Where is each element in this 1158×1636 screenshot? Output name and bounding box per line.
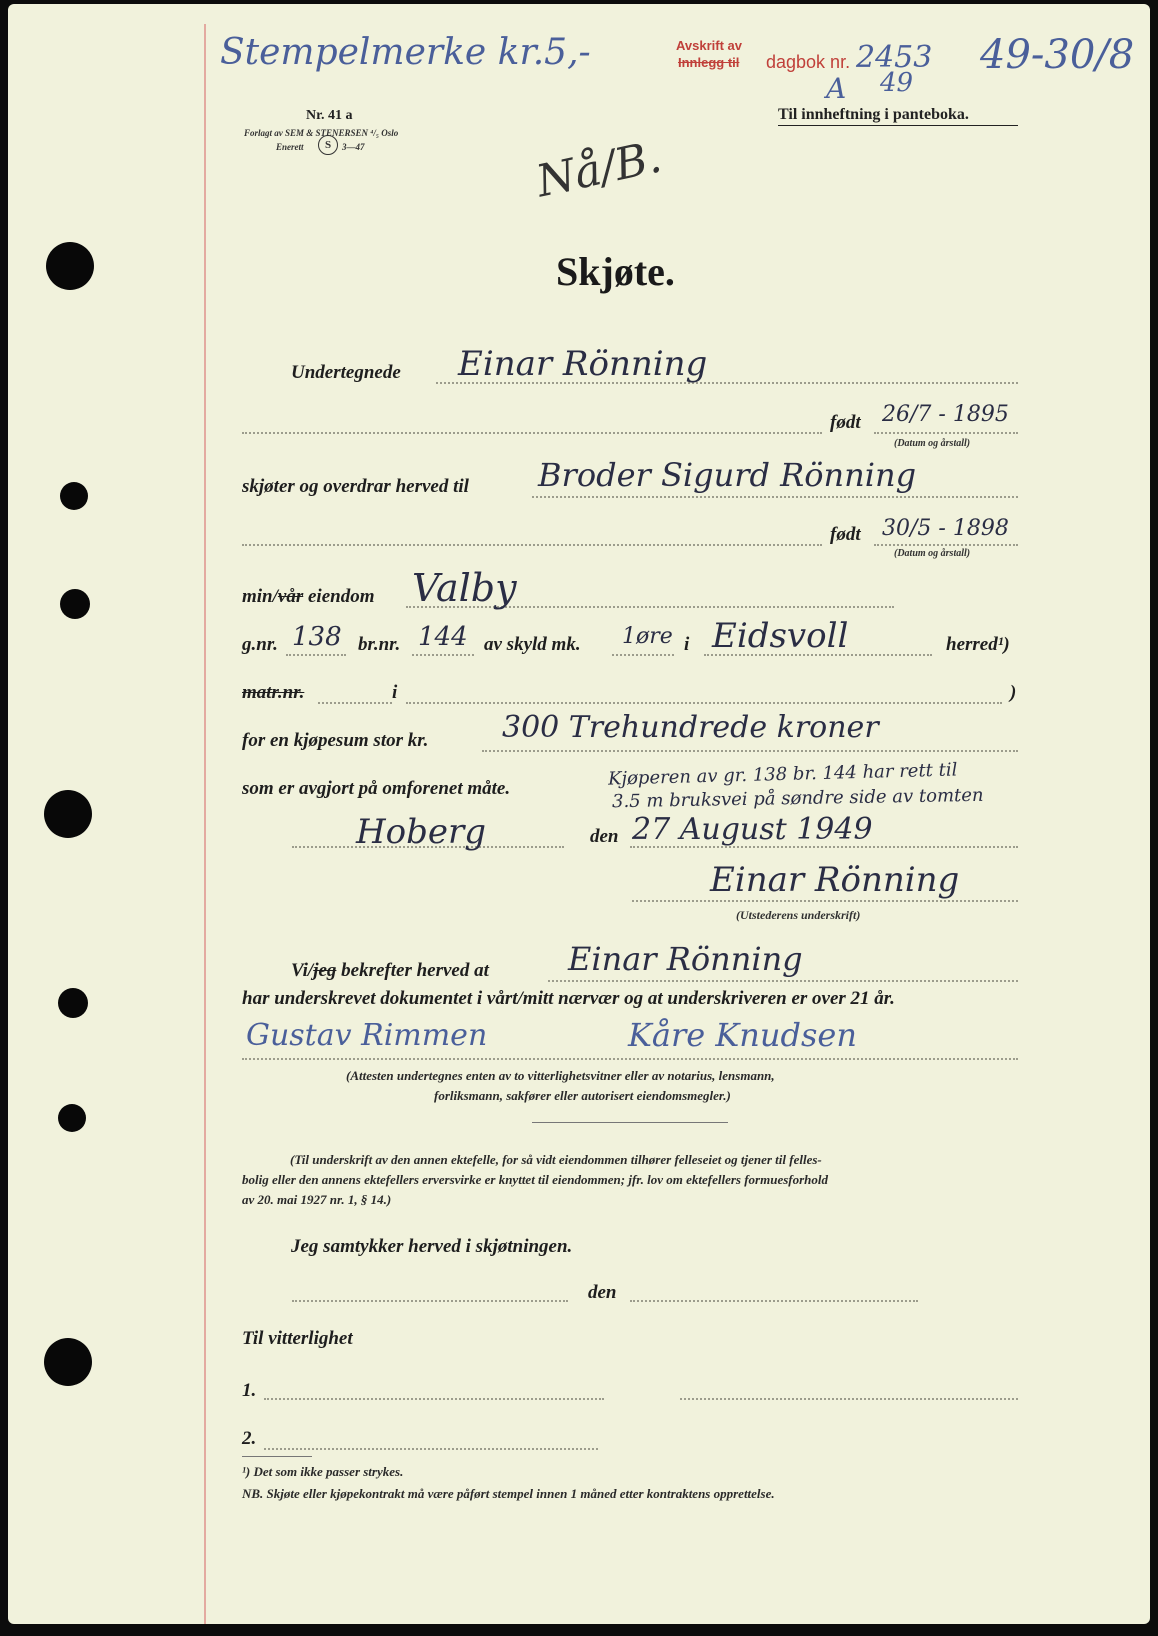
punch-hole <box>44 1338 92 1386</box>
samtykker-text: Jeg samtykker herved i skjøtningen. <box>291 1236 573 1257</box>
til-innheftning-underline <box>778 125 1018 126</box>
punch-hole <box>44 790 92 838</box>
skjoter-value: Broder Sigurd Rönning <box>538 456 917 494</box>
avgjort-value-line2: 3.5 m bruksvei på søndre side av tomten <box>611 784 984 813</box>
footnote1: ¹) Det som ikke passer strykes. <box>242 1464 404 1479</box>
dagbok-number: 2453 <box>856 40 933 75</box>
witness1: Gustav Rimmen <box>246 1018 488 1053</box>
witness2: Kåre Knudsen <box>628 1016 857 1054</box>
vitterlighet-line1a <box>264 1398 604 1400</box>
den2-label: den <box>588 1282 617 1303</box>
den-label: den <box>590 826 619 847</box>
witness-line <box>242 1058 1018 1060</box>
margin-line <box>204 24 206 1624</box>
herred-line <box>704 654 932 656</box>
skjoter-label: skjøter og overdrar herved til <box>242 476 469 497</box>
avgjort-label: som er avgjort på omforenet måte. <box>242 778 511 799</box>
publisher-code: 3—47 <box>342 142 365 152</box>
samtykker-place-line <box>292 1300 568 1302</box>
document-page <box>8 4 1150 1624</box>
stamp-innlegg: Innlegg til <box>678 55 740 70</box>
fodt2-hint: (Datum og årstall) <box>894 548 971 559</box>
underskrevet-text: har underskrevet dokumentet i vårt/mitt nærvær og at underskriveren er over 21 år. <box>242 988 895 1009</box>
eiendom-value: Valby <box>412 566 517 610</box>
herred-label: herred¹) <box>946 634 1010 655</box>
fodt1-hint: (Datum og årstall) <box>894 438 971 449</box>
punch-hole <box>58 988 88 1018</box>
punch-hole <box>58 1104 86 1132</box>
punch-hole <box>60 589 90 619</box>
stamp-avskrift: Avskrift av <box>676 38 742 53</box>
skjoter-line <box>532 496 1018 498</box>
undertegnede-value: Einar Rönning <box>458 344 708 384</box>
til-innheftning: Til innheftning i panteboka. <box>778 106 969 123</box>
initials-note: Nå/B. <box>532 131 666 208</box>
signature-line <box>632 900 1018 902</box>
vi-label-struck: jeg <box>313 960 337 981</box>
undertegnede-label: Undertegnede <box>291 362 401 383</box>
fodt1-line <box>874 432 1018 434</box>
matr-label: matr.nr. <box>242 682 305 703</box>
kjopesum-value: 300 Trehundrede kroner <box>502 710 879 745</box>
fodt2-label: født <box>830 524 861 545</box>
brnr-label: br.nr. <box>358 634 401 655</box>
publisher-line1: Forlagt av SEM & STENERSEN ⁴/₅ Oslo <box>244 128 399 138</box>
vi-line <box>548 980 1018 982</box>
gnr-value: 138 <box>292 622 342 652</box>
eiendom-label-struck: vår <box>277 586 304 607</box>
matr-paren: ) <box>1010 682 1017 703</box>
herred-value: Eidsvoll <box>712 616 849 656</box>
spouse-note-line3: av 20. mai 1927 nr. 1, § 14.) <box>242 1192 392 1207</box>
stamp-fee-note: Stempelmerke kr.5,- <box>220 32 591 73</box>
kjopesum-label: for en kjøpesum stor kr. <box>242 730 429 751</box>
brnr-value: 144 <box>418 622 468 652</box>
fodt1-left-line <box>242 432 822 434</box>
brnr-line <box>412 654 474 656</box>
til-vitterlighet: Til vitterlighet <box>242 1328 353 1349</box>
punch-hole <box>46 242 94 290</box>
separator-line <box>532 1122 728 1123</box>
punch-hole <box>60 482 88 510</box>
matr-line <box>318 702 392 704</box>
skyld-line <box>612 654 674 656</box>
fodt1-value: 26/7 - 1895 <box>882 402 1009 427</box>
footnote-rule <box>242 1456 312 1457</box>
publisher-line2: Enerett <box>276 142 304 152</box>
samtykker-date-line <box>630 1300 918 1302</box>
i-label: i <box>684 634 690 655</box>
gnr-line <box>286 654 346 656</box>
dagbok-dates: 49-30/8 <box>980 32 1135 78</box>
fodt2-left-line <box>242 544 822 546</box>
avgjort-value-line1: Kjøperen av gr. 138 br. 144 har rett til <box>607 759 958 790</box>
eiendom-label-post: eiendom <box>303 586 375 607</box>
vitterlighet-line1b <box>680 1398 1018 1400</box>
vi-value: Einar Rönning <box>568 940 803 978</box>
signature-value: Einar Rönning <box>710 860 960 900</box>
kjopesum-line <box>482 750 1018 752</box>
eiendom-label-pre: min/ <box>242 586 278 607</box>
fodt2-value: 30/5 - 1898 <box>882 516 1009 541</box>
matr-line2 <box>406 702 1002 704</box>
dagbok-year: 49 <box>880 68 914 98</box>
gnr-label: g.nr. <box>242 634 278 655</box>
skyld-value: 1øre <box>622 624 673 649</box>
witness-num1: 1. <box>242 1380 257 1401</box>
vi-label <box>291 960 489 982</box>
footnote2: NB. Skjøte eller kjøpekontrakt må være påført stempel innen 1 måned etter kontraktens opprettelse. <box>242 1486 775 1501</box>
date-value: 27 August 1949 <box>632 812 873 847</box>
dagbok-label: dagbok nr. <box>766 52 851 72</box>
signature-hint: (Utstederens underskrift) <box>736 908 861 922</box>
fodt1-label: født <box>830 412 861 433</box>
vi-label-pre: Vi/ <box>291 960 314 981</box>
publisher-logo: S <box>318 135 338 155</box>
spouse-note-line1: (Til underskrift av den annen ektefelle, for så vidt eiendommen tilhører felleseiet og tjener til felles- <box>290 1152 822 1167</box>
spouse-note-line2: bolig eller den annens ektefellers erversvirke er knyttet til eiendommen; jfr. lov om ektefellers formuesforhold <box>242 1172 829 1187</box>
witness-num2: 2. <box>242 1428 257 1449</box>
dagbok-letter: A <box>826 72 847 105</box>
form-number: Nr. 41 a <box>306 108 353 123</box>
attest-note-line1: (Attesten undertegnes enten av to vitterlighetsvitner eller av notarius, lensmann, <box>346 1068 775 1083</box>
page-title: Skjøte. <box>556 249 675 294</box>
skyld-label: av skyld mk. <box>484 634 581 655</box>
eiendom-label <box>242 586 374 608</box>
vitterlighet-line2 <box>264 1448 598 1450</box>
fodt2-line <box>874 544 1018 546</box>
attest-note-line2: forliksmann, sakfører eller autorisert eiendomsmegler.) <box>434 1088 731 1103</box>
vi-label-post: bekrefter herved at <box>336 960 489 981</box>
place-value: Hoberg <box>356 812 487 852</box>
matr-i: i <box>392 682 398 703</box>
